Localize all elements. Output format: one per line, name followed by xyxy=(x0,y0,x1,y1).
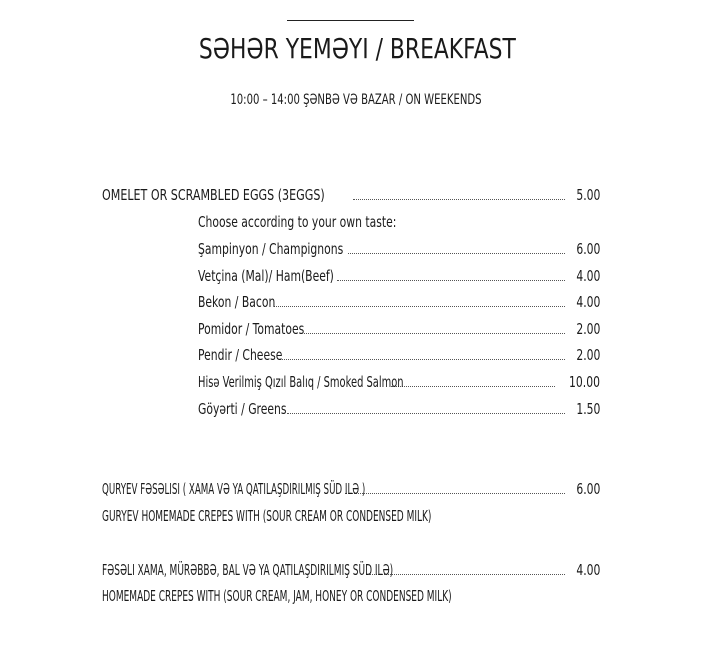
item-price: 10.00 xyxy=(569,373,600,391)
menu-item-omelet xyxy=(102,186,600,204)
item-price: 2.00 xyxy=(575,346,600,364)
item-price: 4.00 xyxy=(575,267,600,285)
item-price: 5.00 xyxy=(575,186,600,204)
dot-leader xyxy=(337,280,565,281)
dot-leader xyxy=(304,333,565,334)
item-name: Pomidor / Tomatoes xyxy=(198,320,305,338)
dot-leader xyxy=(279,359,564,360)
choose-note: Choose according to your own taste: xyxy=(198,213,397,231)
dot-leader xyxy=(345,493,565,494)
item-name: Pendir / Cheese xyxy=(198,346,283,364)
item-price: 1.50 xyxy=(575,400,600,418)
extra-item xyxy=(198,346,600,364)
item-name: Vetçina (Mal)/ Ham(Beef) xyxy=(198,267,334,285)
menu-item-guryev xyxy=(102,480,600,498)
item-price: 6.00 xyxy=(575,480,600,498)
dot-leader xyxy=(369,574,564,575)
item-name: OMELET OR SCRAMBLED EGGS (3EGGS) xyxy=(102,186,325,204)
extra-item xyxy=(198,240,600,258)
extra-item xyxy=(198,320,600,338)
extra-item xyxy=(198,267,600,285)
dot-leader xyxy=(391,386,555,387)
item-name: Bekon / Bacon xyxy=(198,293,276,311)
item-name-az: FƏSƏLI XAMA, MÜRƏBBƏ, BAL VƏ YA QATILAŞDIRILMIŞ SÜD ILƏ) xyxy=(102,561,394,579)
item-price: 6.00 xyxy=(575,240,600,258)
top-rule xyxy=(287,20,414,21)
item-name-en: HOMEMADE CREPES WITH (SOUR CREAM, JAM, HONEY OR CONDENSED MILK) xyxy=(102,587,452,605)
item-price: 4.00 xyxy=(575,561,600,579)
item-price: 2.00 xyxy=(575,320,600,338)
extra-item xyxy=(198,373,600,391)
dot-leader xyxy=(274,306,564,307)
menu-title: SƏHƏR YEMƏYI / BREAKFAST xyxy=(198,32,516,65)
extra-item xyxy=(198,400,600,418)
item-name-az: QURYEV FƏSƏLISI ( XAMA VƏ YA QATILAŞDIRILMIŞ SÜD ILƏ ) xyxy=(102,480,366,498)
item-name-en: GURYEV HOMEMADE CREPES WITH (SOUR CREAM OR CONDENSED MILK) xyxy=(102,507,432,525)
dot-leader xyxy=(287,413,565,414)
menu-item-crepes xyxy=(102,561,600,579)
dot-leader xyxy=(353,199,565,200)
extra-item xyxy=(198,293,600,311)
serving-hours: 10:00 – 14:00 ŞƏNBƏ VƏ BAZAR / ON WEEKENDS xyxy=(230,92,482,108)
item-price: 4.00 xyxy=(575,293,600,311)
item-name: Hisə Verilmiş Qızıl Balıq / Smoked Salmon xyxy=(198,373,404,391)
item-name: Göyərti / Greens xyxy=(198,400,287,418)
dot-leader xyxy=(348,253,565,254)
item-name: Şampinyon / Champignons xyxy=(198,240,344,258)
